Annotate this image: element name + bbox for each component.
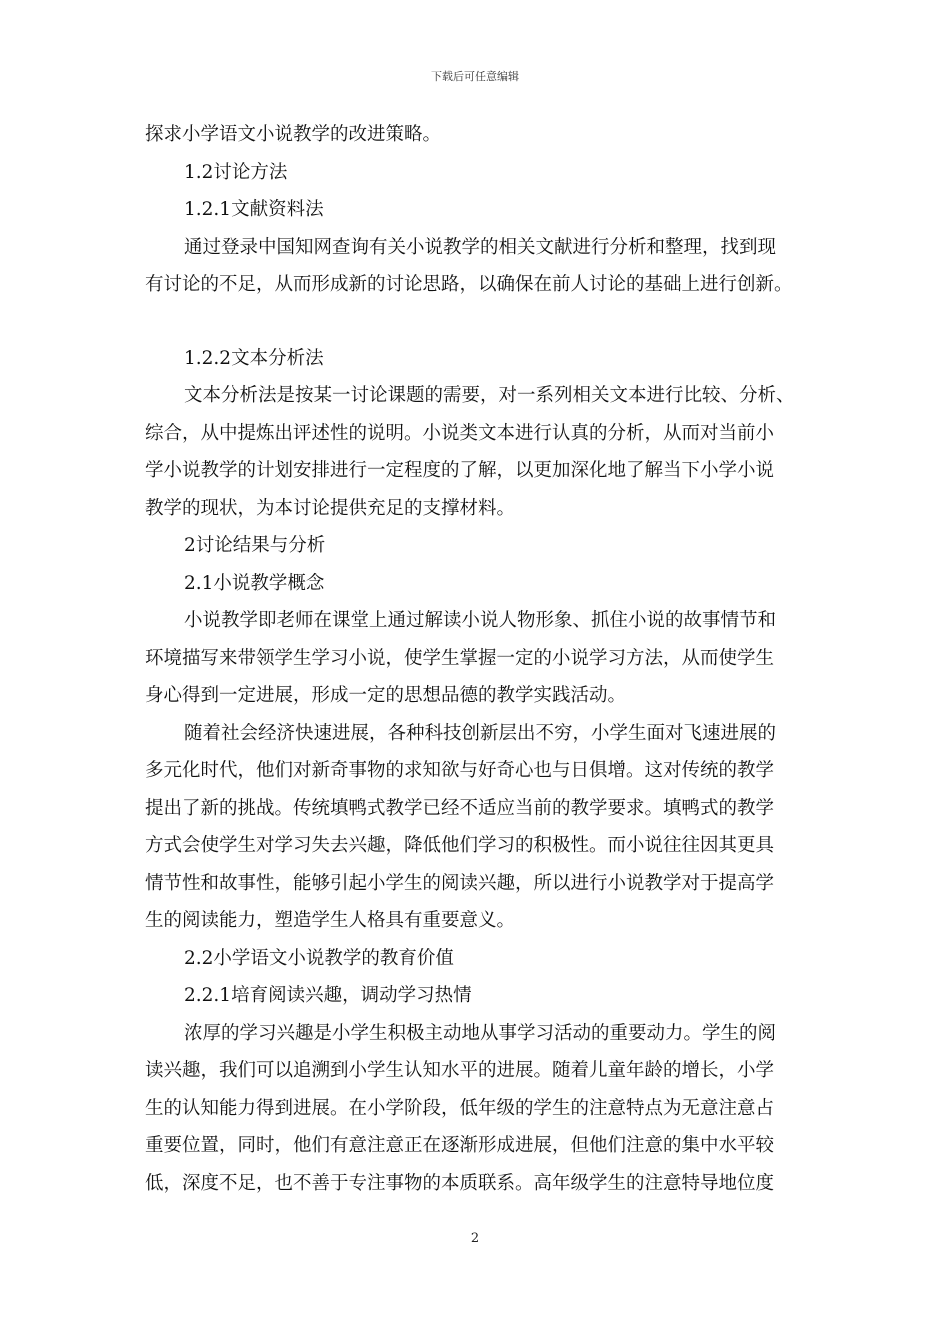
document-body xyxy=(145,116,813,1202)
paragraph-line: 随着社会经济快速进展，各种科技创新层出不穷，小学生面对飞速进展的 xyxy=(184,722,777,744)
section-heading: 2讨论结果与分析 xyxy=(184,535,326,556)
paragraph-line: 浓厚的学习兴趣是小学生积极主动地从事学习活动的重要动力。学生的阅 xyxy=(184,1022,777,1044)
section-heading: 1.2讨论方法 xyxy=(184,161,288,183)
paragraph-line: 身心得到一定进展，形成一定的思想品德的教学实践活动。 xyxy=(145,685,627,706)
subsection-heading: 2.1小说教学概念 xyxy=(184,572,325,594)
paragraph-line: 重要位置，同时，他们有意注意正在逐渐形成进展，但他们注意的集中水平较 xyxy=(145,1135,775,1156)
paragraph-line: 多元化时代，他们对新奇事物的求知欲与好奇心也与日俱增。这对传统的教学 xyxy=(145,760,775,781)
paragraph-line: 方式会使学生对学习失去兴趣，降低他们学习的积极性。而小说往往因其更具 xyxy=(145,835,775,856)
subsection-heading: 2.2小学语文小说教学的教育价值 xyxy=(184,947,454,969)
paragraph-line: 提出了新的挑战。传统填鸭式教学已经不适应当前的教学要求。填鸭式的教学 xyxy=(145,797,775,819)
paragraph-line: 情节性和故事性，能够引起小学生的阅读兴趣，所以进行小说教学对于提高学 xyxy=(145,872,775,894)
page-header: 下载后可任意编辑 xyxy=(431,70,519,83)
paragraph-line: 综合，从中提炼出评述性的说明。小说类文本进行认真的分析，从而对当前小 xyxy=(145,422,775,444)
subsection-heading: 1.2.2文本分析法 xyxy=(184,347,324,369)
subsection-heading: 2.2.1培育阅读兴趣，调动学习热情 xyxy=(184,985,472,1006)
subsection-heading: 1.2.1文献资料法 xyxy=(184,199,324,220)
page-number: 2 xyxy=(470,1231,480,1246)
paragraph-line: 学小说教学的计划安排进行一定程度的了解，以更加深化地了解当下小学小说 xyxy=(145,460,775,481)
paragraph-line: 生的认知能力得到进展。在小学阶段，低年级的学生的注意特点为无意注意占 xyxy=(145,1097,775,1119)
paragraph-line: 教学的现状，为本讨论提供充足的支撑材料。 xyxy=(145,497,516,519)
paragraph-line: 低，深度不足，也不善于专注事物的本质联系。高年级学生的注意特导地位度 xyxy=(145,1172,775,1194)
paragraph-line: 通过登录中国知网查询有关小说教学的相关文献进行分析和整理，找到现 xyxy=(184,236,777,258)
paragraph-line: 探求小学语文小说教学的改进策略。 xyxy=(145,124,442,145)
paragraph-line: 生的阅读能力，塑造学生人格具有重要意义。 xyxy=(145,910,516,931)
paragraph-line: 有讨论的不足，从而形成新的讨论思路，以确保在前人讨论的基础上进行创新。 xyxy=(145,274,793,295)
paragraph-line: 小说教学即老师在课堂上通过解读小说人物形象、抓住小说的故事情节和 xyxy=(184,610,777,631)
paragraph-line: 环境描写来带领学生学习小说，使学生掌握一定的小说学习方法，从而使学生 xyxy=(145,647,775,669)
blank-spacer xyxy=(145,304,813,340)
paragraph-line: 文本分析法是按某一讨论课题的需要，对一系列相关文本进行比较、分析、 xyxy=(184,385,795,406)
paragraph-line: 读兴趣，我们可以追溯到小学生认知水平的进展。随着儿童年龄的增长，小学 xyxy=(145,1060,775,1081)
